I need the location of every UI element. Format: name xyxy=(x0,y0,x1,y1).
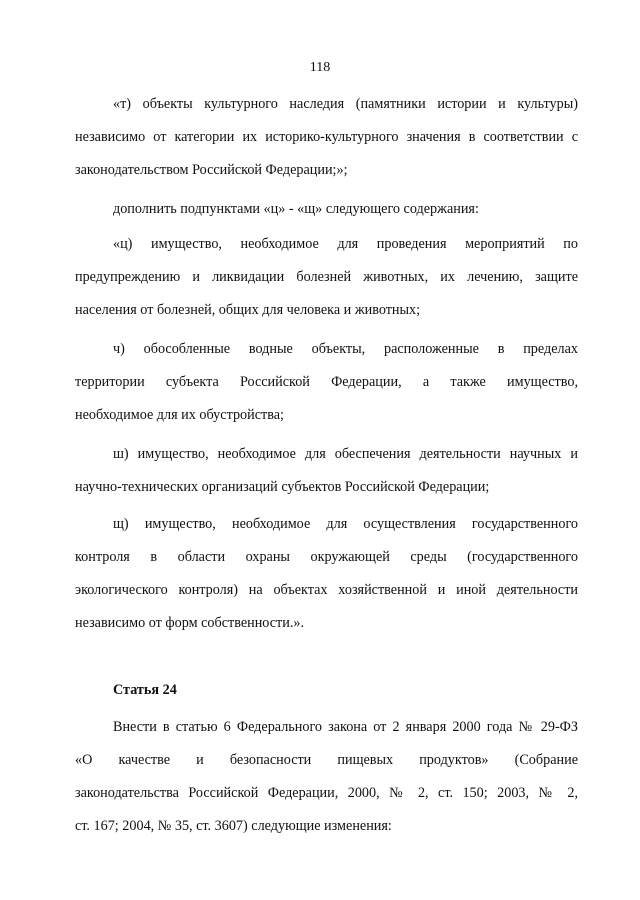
text-line: «т) объекты культурного наследия (памятники истории и культуры) xyxy=(113,96,578,112)
text-line: независимо от категории их историко-культурного значения в соответствии с xyxy=(75,129,578,145)
text-line: законодательством Российской Федерации;»; xyxy=(75,162,348,178)
text-line: контроля в области охраны окружающей среды (государственного xyxy=(75,549,578,565)
text-line: дополнить подпунктами «ц» - «щ» следующего содержания: xyxy=(113,201,479,217)
paragraph-add-items xyxy=(75,193,578,226)
text-line: «О качестве и безопасности пищевых продуктов» (Собрание xyxy=(75,752,578,768)
text-line: независимо от форм собственности.». xyxy=(75,615,305,631)
paragraph-item-t xyxy=(75,88,578,187)
paragraph-item-ch xyxy=(75,333,578,432)
text-line: населения от болезней, общих для человека и животных; xyxy=(75,302,421,318)
text-line: законодательства Российской Федерации, 2000, № 2, ст. 150; 2003, № 2, xyxy=(75,785,578,801)
text-line: ч) обособленные водные объекты, расположенные в пределах xyxy=(113,341,578,357)
paragraph-item-ts xyxy=(75,228,578,327)
text-line: предупреждению и ликвидации болезней животных, их лечению, защите xyxy=(75,269,578,285)
paragraph-item-shch xyxy=(75,508,578,640)
text-line: научно-технических организаций субъектов Российской Федерации; xyxy=(75,479,490,495)
text-line: «ц) имущество, необходимое для проведения мероприятий по xyxy=(113,236,578,252)
text-line: Внести в статью 6 Федерального закона от 2 января 2000 года № 29-ФЗ xyxy=(113,719,578,735)
paragraph-item-sh xyxy=(75,438,578,504)
text-line: ст. 167; 2004, № 35, ст. 3607) следующие изменения: xyxy=(75,818,392,834)
article-heading: Статья 24 xyxy=(113,682,177,698)
page-number: 118 xyxy=(309,60,331,75)
article-paragraph xyxy=(75,711,578,843)
text-line: щ) имущество, необходимое для осуществления государственного xyxy=(113,516,578,532)
text-line: ш) имущество, необходимое для обеспечения деятельности научных и xyxy=(113,446,578,462)
text-line: экологического контроля) на объектах хозяйственной и иной деятельности xyxy=(75,582,578,598)
text-line: территории субъекта Российской Федерации, а также имущество, xyxy=(75,374,578,390)
text-line: необходимое для их обустройства; xyxy=(75,407,284,423)
